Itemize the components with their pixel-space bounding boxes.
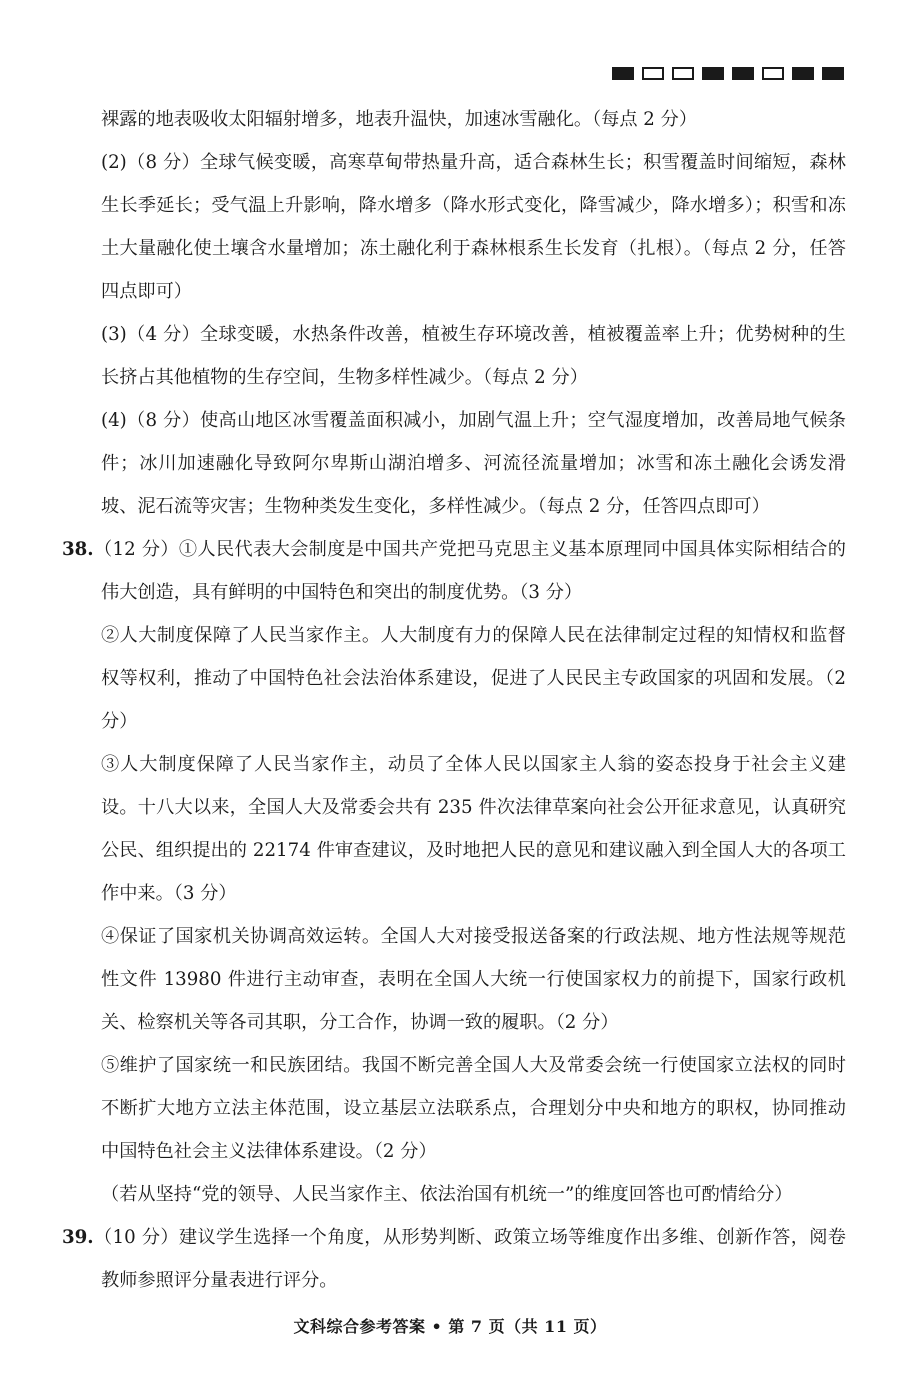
question-39-paragraph	[62, 1216, 846, 1302]
header-mark-8	[822, 67, 844, 80]
answer-text: （12 分）①人民代表大会制度是中国共产党把马克思主义基本原理同中国具体实际相结合的伟大创造，具有鲜明的中国特色和突出的制度优势。（3 分）	[93, 539, 846, 603]
header-mark-6	[762, 67, 784, 80]
answer-paragraph: ②人大制度保障了人民当家作主。人大制度有力的保障人民在法律制定过程的知情权和监督权等权利，推动了中国特色社会法治体系建设，促进了人民民主专政国家的巩固和发展。（2 分）	[101, 625, 846, 732]
answer-content	[62, 98, 846, 1302]
header-mark-7	[792, 67, 814, 80]
scoring-note: （若从坚持“党的领导、人民当家作主、依法治国有机统一”的维度回答也可酌情给分）	[101, 1184, 793, 1205]
header-mark-2	[642, 67, 664, 80]
header-mark-3	[672, 67, 694, 80]
answer-text: （10 分）建议学生选择一个角度，从形势判断、政策立场等维度作出多维、创新作答，阅卷教师参照评分量表进行评分。	[93, 1227, 846, 1291]
answer-paragraph: (2)（8 分）全球气候变暖，高寒草甸带热量升高，适合森林生长；积雪覆盖时间缩短，森林生长季延长；受气温上升影响，降水增多（降水形式变化，降雪减少，降水增多）；积雪和冻土大量融化使土壤含水量增加；冻土融化利于森林根系生长发育（扎根）。（每点 2 分，任答四点即可）	[101, 152, 846, 302]
header-mark-1	[612, 67, 634, 80]
answer-paragraph: ④保证了国家机关协调高效运转。全国人大对接受报送备案的行政法规、地方性法规等规范性文件 13980 件进行主动审查，表明在全国人大统一行使国家权力的前提下，国家行政机关、检察机关等各司其职，分工合作，协调一致的履职。（2 分）	[101, 926, 846, 1033]
question-38-paragraph	[62, 528, 846, 614]
answer-paragraph: 裸露的地表吸收太阳辐射增多，地表升温快，加速冰雪融化。（每点 2 分）	[101, 109, 698, 130]
header-mark-4	[702, 67, 724, 80]
answer-paragraph: (3)（4 分）全球变暖，水热条件改善，植被生存环境改善，植被覆盖率上升；优势树种的生长挤占其他植物的生存空间，生物多样性减少。（每点 2 分）	[101, 324, 846, 388]
header-mark-5	[732, 67, 754, 80]
header-marks	[612, 67, 844, 80]
answer-paragraph: ③人大制度保障了人民当家作主，动员了全体人民以国家主人翁的姿态投身于社会主义建设。十八大以来，全国人大及常委会共有 235 件次法律草案向社会公开征求意见，认真研究公民、组织提出的 22174 件审查建议，及时地把人民的意见和建议融入到全国人大的各项工作中来。（3 分）	[101, 754, 846, 904]
answer-paragraph: (4)（8 分）使高山地区冰雪覆盖面积减小，加剧气温上升；空气湿度增加，改善局地气候条件；冰川加速融化导致阿尔卑斯山湖泊增多、河流径流量增加；冰雪和冻土融化会诱发滑坡、泥石流等灾害；生物种类发生变化，多样性减少。（每点 2 分，任答四点即可）	[101, 410, 846, 517]
question-number: 38.	[62, 539, 94, 560]
question-number: 39.	[62, 1227, 94, 1248]
answer-paragraph: ⑤维护了国家统一和民族团结。我国不断完善全国人大及常委会统一行使国家立法权的同时不断扩大地方立法主体范围，设立基层立法联系点，合理划分中央和地方的职权，协同推动中国特色社会主义法律体系建设。（2 分）	[101, 1055, 846, 1162]
page-footer: 文科综合参考答案 • 第 7 页（共 11 页）	[293, 1317, 607, 1336]
